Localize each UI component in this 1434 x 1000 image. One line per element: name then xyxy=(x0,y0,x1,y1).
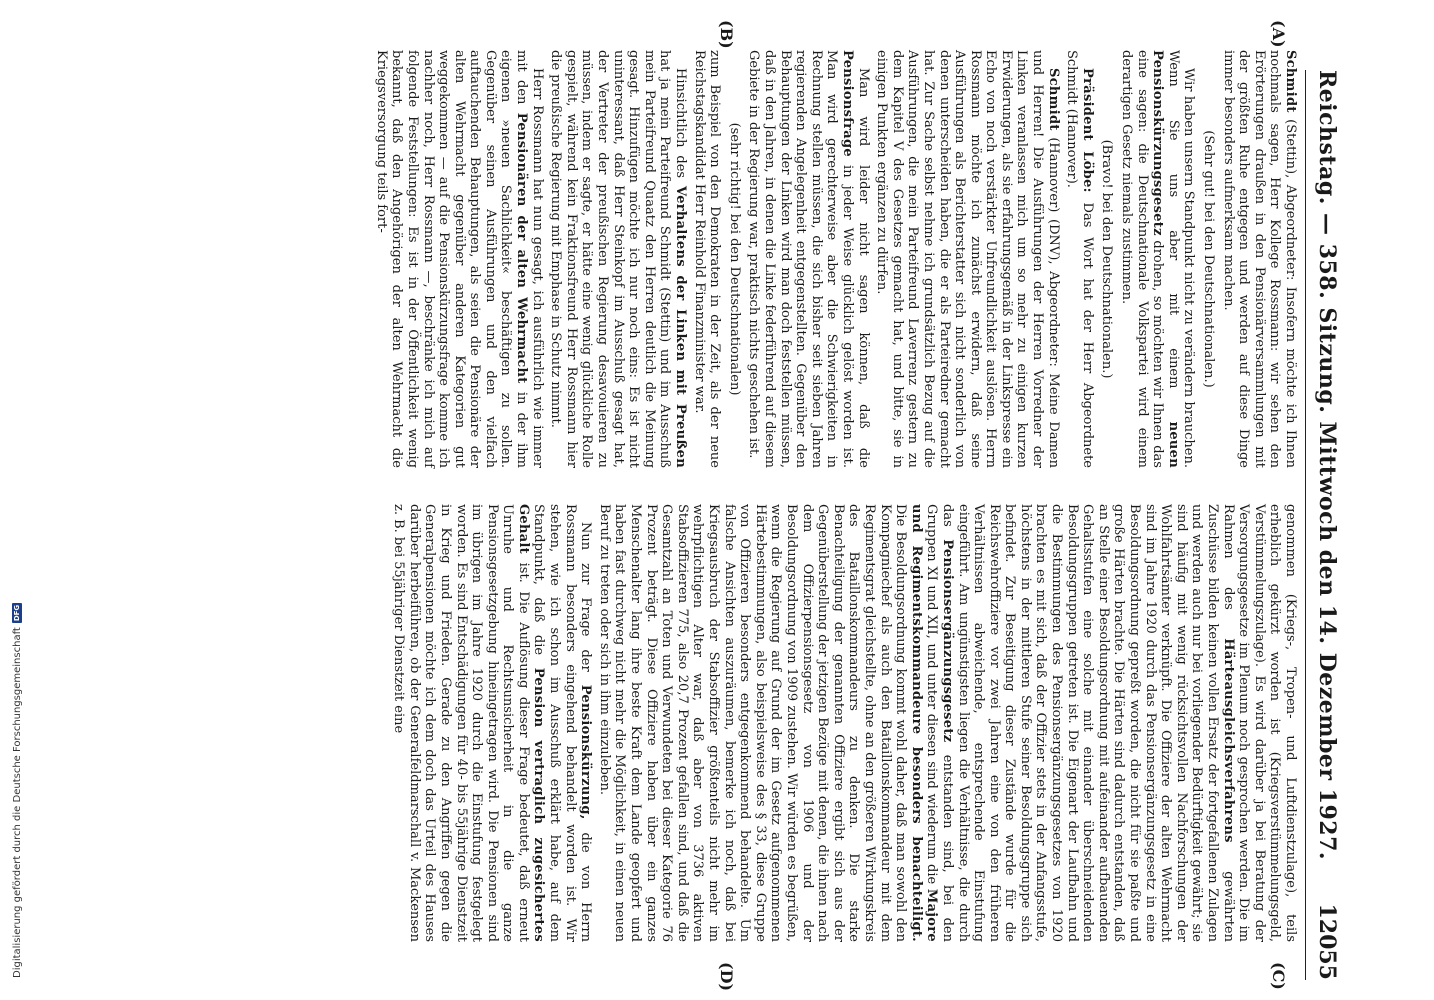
paragraph-text: hat ja mein Parteifreund Schmidt (Stettin) und im Ausschuß mein Parteifreund Quaatz den Herren deutlich die Meinung gesagt. Hinzufügen möchte ich nur noch eins: Es ist nicht uninteressant, daß Herr Steinkopf im Ausschuß gesagt hat, der Vertreter der preußischen Regierung desavouieren zu müssen, indem er sagte, er hätte eine wenig glückliche Rolle gespielt, während kein Fraktionsfreund Herr Rossmann hier die preußische Regierung mit Emphase in Schutz nimmt. xyxy=(548,50,673,468)
emphasis: Pensionskürzung, xyxy=(578,684,594,820)
paragraph-text: in jeder Weise glücklich gelöst worden ist. Man wird gerechterweise aber die Schwierigkeiten in Rechnung stellen müssen, die sich bisher seit sieben Jahren regierenden Angelegenheit entgegenstellten. Gegenüber den Behauptungen der Linken wird man doch feststellen müssen, daß in den Jahren, in denen die Linke federführend auf diesem Gebiete in der Regierung war, praktisch nichts geschehen ist. xyxy=(746,50,855,468)
running-title: Reichstag. — 358. Sitzung. Mittwoch den 14. Dezember 1927. xyxy=(1314,70,1340,861)
paragraph-text: Wir haben unsern Standpunkt nicht zu verändern brauchen. Wenn Sie uns aber mit einem xyxy=(1165,50,1197,468)
speaker-name: Präsident Löbe: xyxy=(1079,68,1095,193)
paragraph: zum Beispiel von den Demokraten in der Zeit, als der neue Reichstagskandidat Herr Reinhold Finanzminister war. xyxy=(691,50,723,468)
paragraph-text: entstanden sind, bei den Gruppen XI und XII, und unter diesen sind wiederum die xyxy=(924,504,955,942)
page-header xyxy=(1305,70,1340,980)
interjection: (sehr richtig! bei den Deutschnationalen) xyxy=(726,122,742,396)
emphasis: Majore und Regimentskommandeure besonders benachteiligt. xyxy=(908,504,940,942)
paragraph-text: Hinsichtlich des xyxy=(673,68,689,179)
paragraph-text: die von Herrn Rossmann besonders eingehend behandelt worden ist. Wir stehen, wie ich schon im Ausschuß erklärt habe, auf dem Standpunkt, daß die xyxy=(531,504,594,943)
paragraph xyxy=(391,504,594,942)
dfg-logo: DFG xyxy=(13,604,21,622)
interjection: (Sehr gut! bei den Deutschnationalen.) xyxy=(1201,130,1217,388)
emphasis: Verhaltens der Linken mit Preußen xyxy=(673,186,689,468)
emphasis: Pensionären der alten Wehrmacht xyxy=(514,112,530,384)
margin-marker-a: (A) xyxy=(1269,20,1288,48)
speaker-name: Schmidt xyxy=(1283,50,1298,113)
emphasis: Pensionsergänzungsgesetz xyxy=(939,539,955,743)
paragraph xyxy=(548,50,688,468)
paragraph xyxy=(874,50,1061,468)
margin-marker-c: (C) xyxy=(1269,962,1288,990)
paragraph-text: in der ihm eigenen »neuen Sachlichkeit« beschäftigen zu sollen. Gegenüber seinen Ausführungen und den vielfach auftauchenden Behauptungen, als seien die Pensionäre der alten Wehrmacht gegenüber anderen Kategorien gut weggekommen — auf die Pensionskürzungsfrage komme ich nachher noch, Herr Rossmann —, beschränke ich mich auf folgende Feststellungen: Es ist in der Öffentlichkeit wenig bekannt, daß den Angehörigen der alten Wehrmacht die Kriegsversorgung teils fort- xyxy=(373,50,530,468)
rotated-page xyxy=(90,20,1340,992)
paragraph xyxy=(1064,50,1095,468)
digitization-footer xyxy=(10,604,24,978)
margin-marker-d: (D) xyxy=(717,962,736,992)
paragraph-text: (Stettin), Abgeordneter: Insofern möchte ich Ihnen nochmals sagen, Herr Kollege Rossmann: wir sehen den Erörterungen draußen in den Pensionärversammlungen mit der größten Ruhe entgegen und werden auf diese Dinge immer besonders aufmerksam machen. xyxy=(1220,50,1298,469)
emphasis: Härteausgleichsverfahrens xyxy=(1220,638,1236,843)
paragraph-text: Die Besoldungsordnung kommt wohl daher, daß man sowohl den Kompagniechef als auch den Bataillonskommandeur mit dem Regimentsgrat gleichstellte, ohne an den größeren Wirkungskreis des Bataillonskommandeurs zu denken. Die starke Benachteiligung der genannten Offiziere ergibt sich aus der Gegenüberstellung der jetzigen Bezüge mit denen, die ihnen nach dem Offizierpensionsgesetz von 1906 und der Besoldungsordnung von 1909 zustehen. Wir würden es begrüßen, wenn die Regierung auf Grund der im Gesetz aufgenommenen Härtebestimmungen, also beispielsweise des § 33, diese Gruppe von Offizieren besonders entgegenkommend behandelte. Um falsche Ansichten auszuräumen, bemerke ich noch, daß bei Kriegsausbruch der Stabsoffizier größtenteils nicht mehr im wehrpflichtigen Alter war, daß aber von 3736 aktiven Stabsoffizieren 775, also 20,7 Prozent gefallen sind, und daß die Gesamtzahl an Toten und Verwundeten bei dieser Kategorie 76 Prozent beträgt. Diese Offiziere haben über ein ganzes Menschenalter lang ihre beste Kraft dem Lande geopfert und haben fast durchweg nicht mehr die Möglichkeit, in einen neuen Beruf zu treten oder sich in ihm einzuleben. xyxy=(596,504,909,942)
page-number: 12055 xyxy=(1314,903,1340,980)
paragraph-text: Nun zur Frage der xyxy=(578,522,594,672)
footer-text: Digitalisierung gefördert durch die Deutsche Forschungsgemeinschaft xyxy=(11,627,23,978)
paragraph xyxy=(373,50,545,468)
left-column xyxy=(370,50,1298,468)
paragraph-text: Herr Rossmann hat nun gesagt, ich ausführlich wie immer mit den xyxy=(514,50,545,468)
emphasis: Pensionsfrage xyxy=(839,50,855,157)
right-column xyxy=(388,504,1298,942)
paragraph-text: drohen, so möchten wir Ihnen das eine sagen: die Deutschnationale Volkspartei wird einem derartigen Gesetz niemals zustimmen. xyxy=(1119,50,1166,468)
interjection: (Bravo! bei den Deutschnationalen.) xyxy=(1099,139,1115,379)
margin-marker-b: (B) xyxy=(717,20,736,49)
speaker-name: Schmidt xyxy=(1045,68,1061,131)
paragraph xyxy=(596,504,1298,942)
paragraph-text: ist. Die Auflösung dieser Frage bedeutet, daß erneut Unruhe und Rechtsunsicherheit in die ganze Pensionsgesetzgebung hineingetragen wird. Die Pensionen sind im übrigen im Jahre 1920 durch die Einstufung festgelegt worden. Es sind Entschädigungen für 40- bis 55jährige Dienstzeit in Krieg und Frieden. Gerade zu den Angriffen gegen die Generalpensionen möchte ich dem doch das Urteil des Hauses darüber herbeiführen, ob der Generalfeldmarschall v. Mackensen z. B. bei 55jähriger Dienstzeit eine xyxy=(391,504,531,943)
paragraph xyxy=(1118,50,1196,468)
paragraph-text: genommen (Kriegs-, Tropen- und Luftdienstzulage), teils erheblich gekürzt worden ist (Kriegsverstümmelungsgeld, Verstümmelungszulage). Es wird darüber ja bei Beratung der Versorgungsgesetze im Plenum noch gesprochen werden. Die im Rahmen des xyxy=(1220,504,1298,942)
emphasis: Pension vertraglich zugesichertes Gehalt xyxy=(515,504,547,942)
paragraph xyxy=(1220,50,1298,468)
paragraph-text: Das Wort hat der Herr Abgeordnete Schmidt (Hannover). xyxy=(1064,50,1095,468)
paragraph-text: (Hannover) (DNV), Abgeordneter: Meine Damen und Herren! Die Ausführungen der Herren Vorredner der Linken veranlassen mich um so mehr zu einigen kurzen Erwiderungen, als sie erfahrungsgemäß in der Linkspresse ein Echo von noch verstärkter Unfreundlichkeit auslösen. Herrn Rossmann möchte ich zunächst erwidern, daß seine Ausführungen als Berichterstatter sich nicht sonderlich von denen unterscheiden haben, die er als Parteiredner gemacht hat. Zur Sache selbst nehme ich grundsätzlich Bezug auf die Ausführungen, die mein Parteifreund Laverrenz gestern zu dem Kapitel V des Gesetzes gemacht hat, und bitte, sie in einigen Punkten ergänzen zu dürfen. xyxy=(874,50,1061,468)
paragraph xyxy=(746,50,871,468)
paragraph-text: gewährten Zuschüsse bilden keinen vollen Ersatz der fortgefallenen Zulagen und werden auch nur bei vorliegender Bedürftigkeit gewährt; sie sind häufig mit wenig rücksichtsvollen Nachforschungen der Wohlfahrtsämter verknüpft. Die Offiziere der alten Wehrmacht sind im Jahre 1920 durch das Pensionsergänzungsgesetz in eine Besoldungsordnung gepreßt worden, die nicht für sie paßte und große Härten brachte. Die Härten sind dadurch entstanden, daß an Stelle einer Besoldungsordnung mit aufeinander aufbauenden Gehaltsstufen eine solche mit einander überschneidenden Besoldungsgruppen getreten ist. Die Eigenart der Laufbahn und die Bestimmungen des Pensionsergänzungsgesetzes von 1920 brachten es mit sich, daß der Offizier stets in der Anfangsstufe, höchstens in der mittleren Stufe seiner Besoldungsgruppe sich befindet. Zur Beseitigung dieser Zustände wurde für die Reichswehroffiziere vor zwei Jahren eine von den früheren Verhältnissen abweichende, entsprechende Einstufung eingeführt. Am ungünstigsten liegen die Verhältnisse, die durch das xyxy=(939,504,1236,942)
emphasis: neuen Pensionskürzungsgesetz xyxy=(1150,50,1181,468)
paragraph-text: Man wird leider nicht sagen können, daß die xyxy=(855,68,871,468)
